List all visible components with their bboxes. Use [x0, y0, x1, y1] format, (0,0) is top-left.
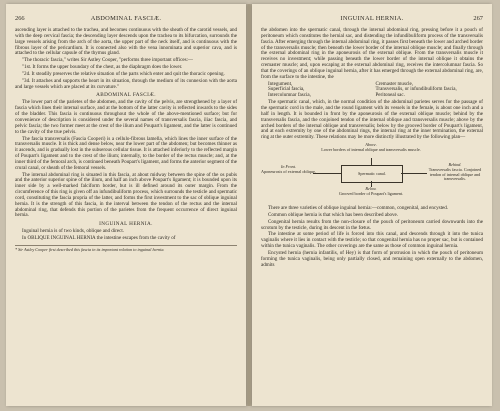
plan-front-title: In Front.	[281, 164, 296, 170]
paragraph: The fascia transversalis (Fascia Cooperi) is a cellulo-fibrous lamella, which lines the inner surface of the transversalis muscle. It is thick and dense below, near the lower part of the abdomen; but becomes thinner as it ascends, and is gradually lost in the subserous cellular tissue. It is attached inferiorly to the reflected margin of Poupart's ligament and to the crest of the ilium; internally, to the border of the rectus muscle; and, at the inner third of the femoral arch, is continued beneath Poupart's ligament, and forms the anterior segment of the crural canal, or sheath of the femoral vessels.	[15, 135, 237, 171]
spermatic-canal-plan	[261, 143, 483, 203]
paragraph: Congenital hernia results from the non-closure of the pouch of peritoneum carried downwards into the scrotum by the testicle, during its descent in the fœtus.	[261, 218, 483, 231]
paragraph: The lower part of the parietes of the abdomen, and the cavity of the pelvis, are strengthened by a layer of fascia which lines their internal surface, and at the bottom of the latter cavity is reflected inwards to the sides of the bladder. This fascia is continuous throughout the whole of the above-mentioned surface; but for convenience of description is considered under the several names of transversalis fascia, iliac fascia, and pelvic fascia; the two former meet at the crest of the ilium and Poupart's ligament, and the latter is continued to the cavity of the true pelvis.	[15, 99, 237, 135]
running-title: INGUINAL HERNIA.	[340, 15, 404, 22]
section-heading: INGUINAL HERNIA.	[99, 221, 153, 228]
paragraph: The intestine at some period of life is forced into this canal, and descends through it into the tunica vaginalis where it lies in contact with the testicle; so that congenital hernia has no proper sac, but is contained within the tunica vaginalis. The other coverings are the same as those of common inguinal hernia.	[261, 231, 483, 250]
paragraph: "1st. It forms the upper boundary of the chest, as the diaphragm does the lower.	[22, 64, 183, 71]
paragraph: "The thoracic fascia," writes Sir Astley Cooper, "performs three important offices:—	[22, 57, 193, 64]
plan-below	[321, 187, 421, 197]
covering-item: Cremaster muscle,	[375, 80, 414, 87]
plan-above-text: Lower borders of internal oblique and transversalis muscle.	[321, 146, 421, 152]
coverings-list	[261, 82, 483, 100]
plan-front-text: Aponeurosis of external oblique.	[261, 168, 316, 174]
footnote: * Sir Astley Cooper first described this fascia in its important relation to inguinal hernia.	[15, 245, 237, 252]
paragraph: The spermatic canal, which, in the normal condition of the abdominal parietes serves for the passage of the spermatic cord in the male, and the round ligament with its vessels in the female, is about one inch and a half in length. It is bounded in front by the aponeurosis of the external oblique muscle; behind by the transversalis fascia, and the conjoined tendon of the internal oblique and transversalis muscle; above by the arched borders of the internal oblique and transversalis; below by the grooved border of Poupart's ligament, and at each extremity by one of the abdominal rings, the internal ring at the inner termination, the external ring at the outer extremity. These relations may be more distinctly illustrated by the following plan—	[261, 99, 483, 141]
paragraph: In OBLIQUE INGUINAL HERNIA the intestine escapes from the cavity of	[22, 235, 176, 242]
paragraph: the abdomen into the spermatic canal, through the internal abdominal ring, pressing before it a pouch of peritoneum which constitutes the hernial sac, and distending the infundibuliform process of the transversalis fascia. After emerging through the internal abdominal ring, it passes first beneath the lower and arched border of the transversalis muscle; then beneath the lower border of the internal oblique muscle; and finally through the external abdominal ring in the aponeurosis of the external oblique. From the transversalis muscle it receives no investment; while passing beneath the lower border of the internal oblique it obtains the cremaster muscle; and, upon escaping at the external abdominal ring, receives the intercolumnar fascia. So that the coverings of an oblique inguinal hernia, after it has emerged through the external abdominal ring, are, from the surface to the intestine, the	[261, 27, 483, 80]
running-title: ABDOMINAL FASCIÆ.	[90, 15, 162, 22]
paragraph: The internal abdominal ring is situated in this fascia, at about midway between the spine of the os pubis and the anterior superior spine of the ilium, and half an inch above Poupart's ligament; it is bounded upon its inner side by a well-marked falciform border, but is ill defined around its outer margin. From the circumference of this ring is given off an infundibuliform process, which surrounds the testicle and spermatic cord, constituting the fascia propria of the latter, and forms the first investment to the sac of oblique inguinal hernia. It is the strength of this fascia, in the interval between the tendon of the rectus and the internal abdominal ring, that defends this portion of the parietes from the frequent occurrence of direct inguinal hernia.	[15, 171, 237, 219]
paragraph: Inguinal hernia is of two kinds, oblique and direct.	[22, 228, 125, 235]
plan-above-title: Above.	[365, 142, 377, 148]
paragraph: "2d. It steadily preserves the relative situation of the parts which enter and quit the thoracic opening.	[22, 70, 225, 77]
plan-behind-text: Transversalis fascia. Conjoined tendon of internal oblique and transversalis.	[428, 166, 482, 182]
plan-connector	[371, 158, 372, 165]
covering-item: Transversalis, or infundibuliform fascia,	[375, 86, 457, 93]
paragraph: Encysted hernia (hernia infantilis, of Hey) is that form of protrusion in which the pouch of peritoneum forming the tunica vaginalis, being only partially closed, and remaining open externally to the abdomen, admits	[261, 249, 483, 268]
running-head	[261, 15, 483, 25]
section-heading: ABDOMINAL FASCIÆ.	[96, 92, 156, 99]
paragraph: There are three varieties of oblique inguinal hernia:—common, congenital, and encysted.	[268, 205, 449, 212]
paragraph: "3d. It attaches and supports the heart in its situation, through the medium of its connexion with the aorta and large vessels which are placed at its curvature."	[15, 77, 237, 90]
plan-center-text: Spermatic canal.	[358, 170, 386, 176]
page-number: 266	[15, 15, 25, 22]
right-page	[252, 4, 492, 406]
running-head	[15, 15, 237, 25]
covering-item: Integument,	[268, 80, 293, 87]
paragraph: Common oblique hernia is that which has been described above.	[268, 211, 399, 218]
covering-item: Superficial fascia,	[268, 86, 305, 93]
plan-above	[316, 143, 426, 153]
covering-item: Peritoneal sac.	[375, 92, 405, 99]
plan-behind	[427, 163, 483, 182]
plan-front	[261, 165, 316, 175]
plan-connector	[401, 173, 427, 174]
plan-center-box	[341, 165, 403, 183]
plan-below-title: Below.	[365, 186, 377, 192]
plan-below-text: Grooved border of Poupart's ligament.	[338, 190, 404, 196]
plan-connector	[313, 173, 341, 174]
covering-item: Intercolumnar fascia,	[268, 92, 311, 99]
page-number: 267	[473, 15, 483, 22]
left-page	[6, 4, 246, 406]
plan-behind-title: Behind.	[448, 162, 462, 168]
paragraph: ascending layer is attached to the trachea, and becomes continuous with the sheath of the carotid vessels, and with the deep cervical fascia; the descending layer descends upon the trachea to its bifurcation, surrounds the large vessels arising from the arch of the aorta, the upper part of the neck itself, and is continuous with the fibrous layer of the pericardium. It is connected also with the vena innominata and superior cava, and is attached to the cellular capsule of the thymus gland.	[15, 27, 237, 57]
